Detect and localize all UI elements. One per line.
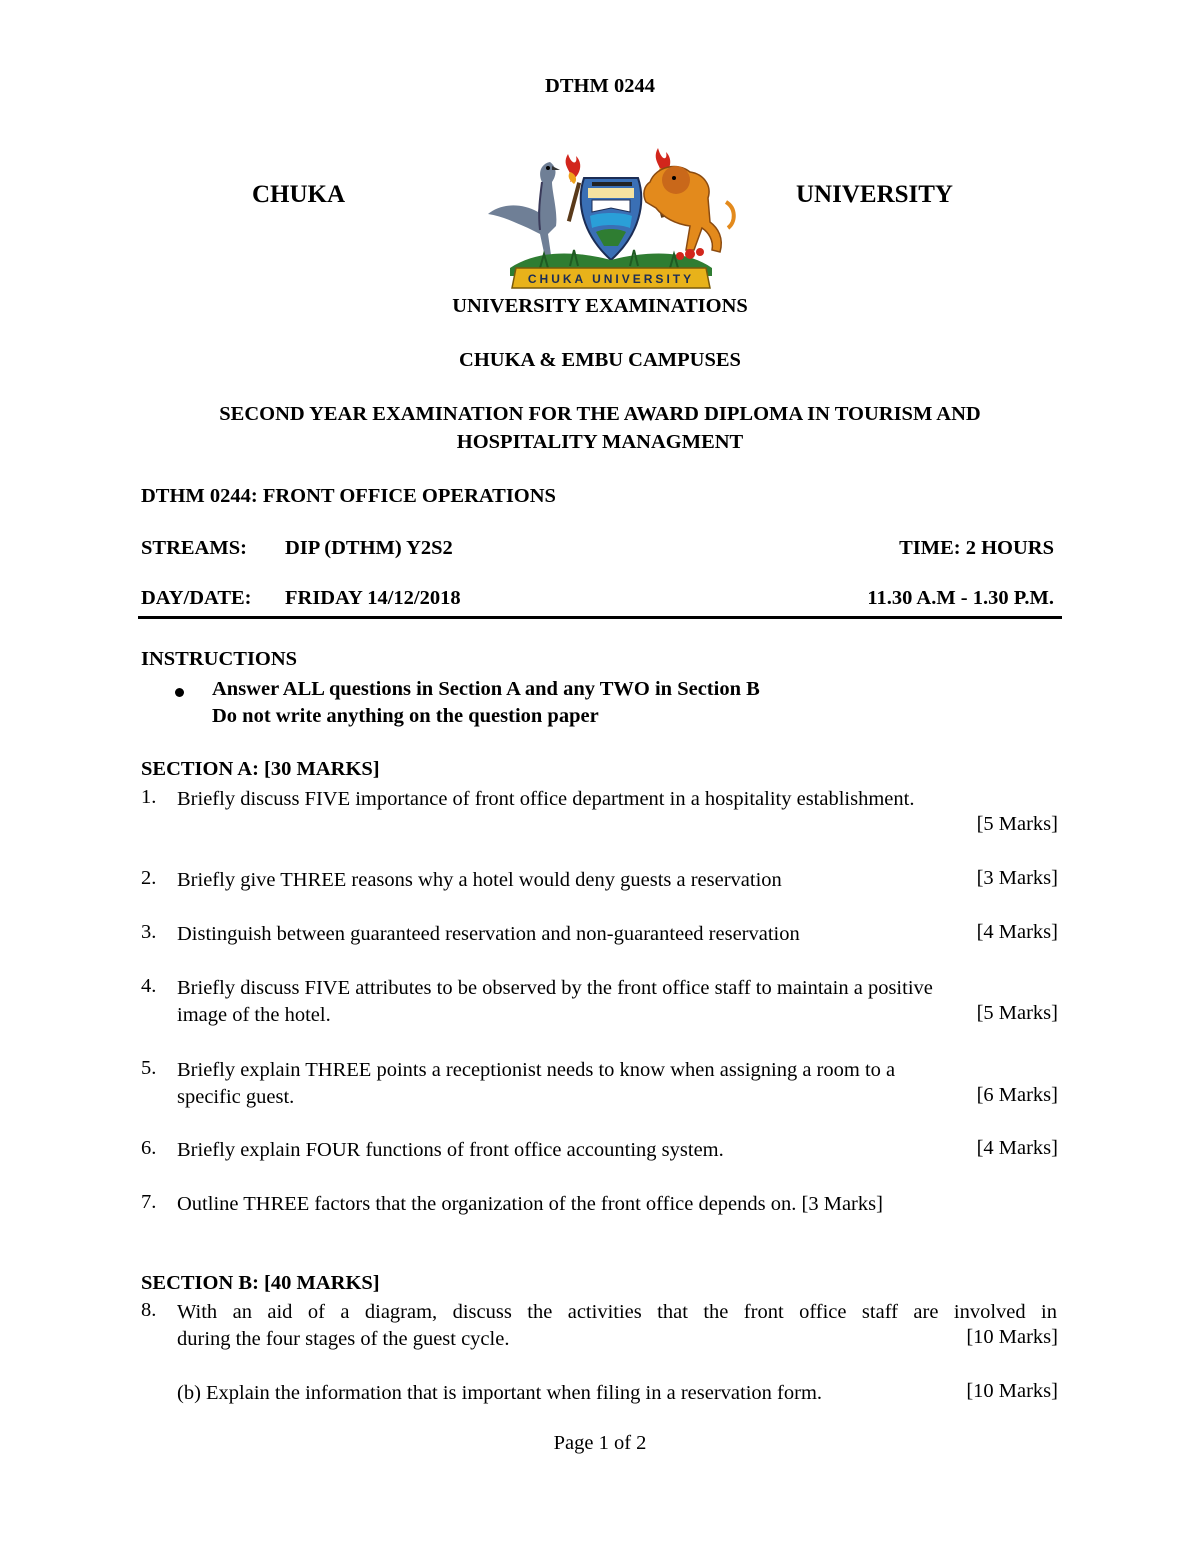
question-text: With an aid of a diagram, discuss the activities that the front office staff are involved in <box>177 1301 1057 1323</box>
section-b-heading: SECTION B: [40 MARKS] <box>141 1272 380 1294</box>
header-left-word: CHUKA <box>252 181 346 208</box>
exam-hours: 11.30 A.M - 1.30 P.M. <box>867 587 1054 609</box>
header-right-word: UNIVERSITY <box>796 181 953 208</box>
question-marks: [10 Marks] <box>966 1380 1058 1402</box>
question-number: 5. <box>141 1057 157 1079</box>
question-text-continued: during the four stages of the guest cycle. <box>177 1328 510 1350</box>
question-marks: [5 Marks] <box>976 1002 1058 1024</box>
campuses-title: CHUKA & EMBU CAMPUSES <box>459 349 741 371</box>
award-title-line2: HOSPITALITY MANAGMENT <box>456 431 744 453</box>
question-text: Briefly explain FOUR functions of front office accounting system. <box>177 1139 724 1161</box>
question-number: 3. <box>141 921 157 943</box>
question-marks: [5 Marks] <box>976 813 1058 835</box>
exams-title: UNIVERSITY EXAMINATIONS <box>452 295 748 317</box>
day-date-label: DAY/DATE: <box>141 587 252 609</box>
course-title: DTHM 0244: FRONT OFFICE OPERATIONS <box>141 485 556 507</box>
question-text: Briefly discuss FIVE importance of front office department in a hospitality establishment. <box>177 788 915 810</box>
question-number: 8. <box>141 1299 157 1321</box>
question-text: Briefly discuss FIVE attributes to be observed by the front office staff to maintain a positive <box>177 977 933 999</box>
streams-label: STREAMS: <box>141 537 247 559</box>
sub-question <box>177 1380 822 1407</box>
question-text: Outline THREE factors that the organization of the front office depends on. [3 Marks] <box>177 1193 883 1215</box>
question-marks: [6 Marks] <box>976 1084 1058 1106</box>
question-number: 6. <box>141 1137 157 1159</box>
question-marks: [3 Marks] <box>976 867 1058 889</box>
day-date-value: FRIDAY 14/12/2018 <box>285 587 461 609</box>
section-a-heading: SECTION A: [30 MARKS] <box>141 758 380 780</box>
question-number: 4. <box>141 975 157 997</box>
question-text: Briefly explain THREE points a receptionist needs to know when assigning a room to a <box>177 1059 896 1081</box>
question-text-continued: specific guest. <box>177 1086 295 1108</box>
bullet-icon <box>175 688 184 697</box>
question-number: 2. <box>141 867 157 889</box>
question-number: 7. <box>141 1191 157 1213</box>
exam-code: DTHM 0244 <box>545 75 655 97</box>
exam-time: TIME: 2 HOURS <box>899 537 1054 559</box>
question-marks: [4 Marks] <box>976 921 1058 943</box>
question-text: Briefly give THREE reasons why a hotel would deny guests a reservation <box>177 869 782 891</box>
page-number: Page 1 of 2 <box>553 1432 647 1454</box>
question-number: 1. <box>141 786 157 808</box>
question-marks: [10 Marks] <box>966 1326 1058 1348</box>
question-text-continued: image of the hotel. <box>177 1004 331 1026</box>
question-marks: [4 Marks] <box>976 1137 1058 1159</box>
instructions-heading: INSTRUCTIONS <box>141 648 298 670</box>
question-text: Distinguish between guaranteed reservation and non-guaranteed reservation <box>177 923 800 945</box>
sub-question-text: Explain the information that is important when filing in a reservation form. <box>200 1382 823 1404</box>
header-divider <box>138 616 1062 619</box>
streams-value: DIP (DTHM) Y2S2 <box>285 537 453 559</box>
award-title-line1: SECOND YEAR EXAMINATION FOR THE AWARD DIPLOMA IN TOURISM AND <box>219 403 981 425</box>
instruction-line-1: Answer ALL questions in Section A and any TWO in Section B <box>212 678 760 700</box>
logo-ribbon-text: CHUKA UNIVERSITY <box>527 272 695 286</box>
university-logo <box>480 142 742 292</box>
instruction-line-2: Do not write anything on the question paper <box>212 705 599 727</box>
sub-question-label: (b) <box>177 1382 201 1404</box>
